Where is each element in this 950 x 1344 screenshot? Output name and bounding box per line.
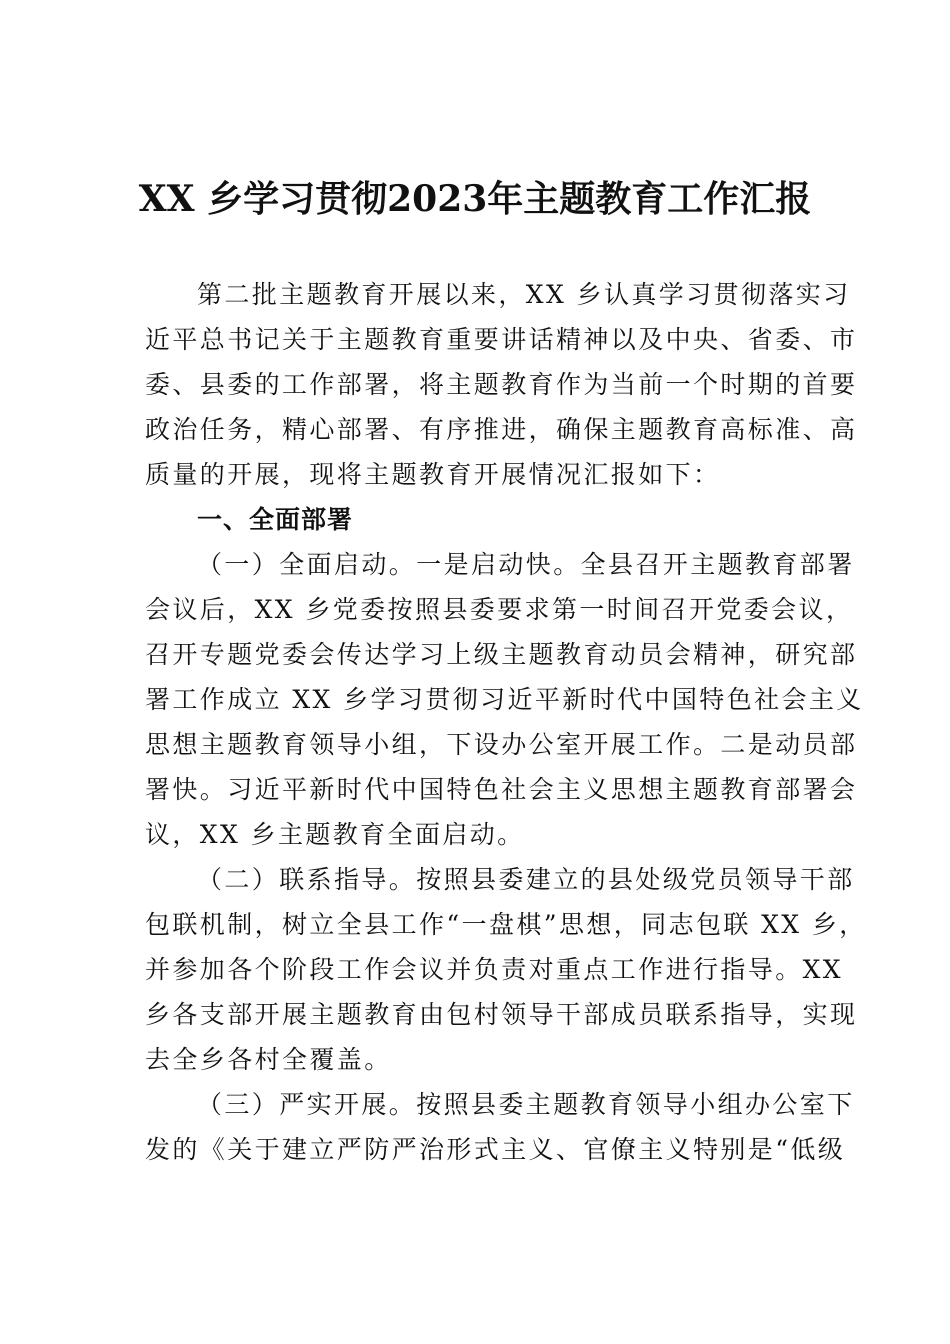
paragraph-line: 委、县委的工作部署，将主题教育作为当前一个时期的首要	[145, 370, 858, 399]
paragraph-line: 思想主题教育领导小组，下设办公室开展工作。二是动员部	[145, 730, 858, 759]
paragraph-line: （三）严实开展。按照县委主题教育领导小组办公室下	[197, 1090, 855, 1119]
paragraph-line: 包联机制，树立全县工作“一盘棋”思想，同志包联 XX 乡，	[145, 910, 867, 939]
paragraph-line: 政治任务，精心部署、有序推进，确保主题教育高标准、高	[145, 415, 858, 444]
paragraph-line: 去全乡各村全覆盖。	[145, 1045, 392, 1074]
paragraph-line: 并参加各个阶段工作会议并负责对重点工作进行指导。XX	[145, 955, 843, 984]
paragraph-line: 乡各支部开展主题教育由包村领导干部成员联系指导，实现	[145, 1000, 858, 1029]
section-heading: 一、全面部署	[197, 505, 354, 534]
document-title: XX 乡学习贯彻2023年主题教育工作汇报	[138, 178, 812, 220]
paragraph-line: （二）联系指导。按照县委建立的县处级党员领导干部	[197, 865, 855, 894]
paragraph-line: 会议后，XX 乡党委按照县委要求第一时间召开党委会议，	[145, 595, 854, 624]
paragraph-line: 发的《关于建立严防严治形式主义、官僚主义特别是“低级	[145, 1135, 846, 1164]
paragraph-line: 署快。习近平新时代中国特色社会主义思想主题教育部署会	[145, 775, 858, 804]
paragraph-line: 第二批主题教育开展以来，XX 乡认真学习贯彻落实习	[197, 280, 851, 309]
paragraph-line: 近平总书记关于主题教育重要讲话精神以及中央、省委、市	[145, 325, 858, 354]
paragraph-line: 议，XX 乡主题教育全面启动。	[145, 820, 525, 849]
paragraph-line: 署工作成立 XX 乡学习贯彻习近平新时代中国特色社会主义	[145, 685, 864, 714]
paragraph-line: （一）全面启动。一是启动快。全县召开主题教育部署	[197, 550, 855, 579]
paragraph-line: 召开专题党委会传达学习上级主题教育动员会精神，研究部	[145, 640, 858, 669]
paragraph-line: 质量的开展，现将主题教育开展情况汇报如下：	[145, 460, 721, 489]
document-body	[145, 272, 867, 1172]
